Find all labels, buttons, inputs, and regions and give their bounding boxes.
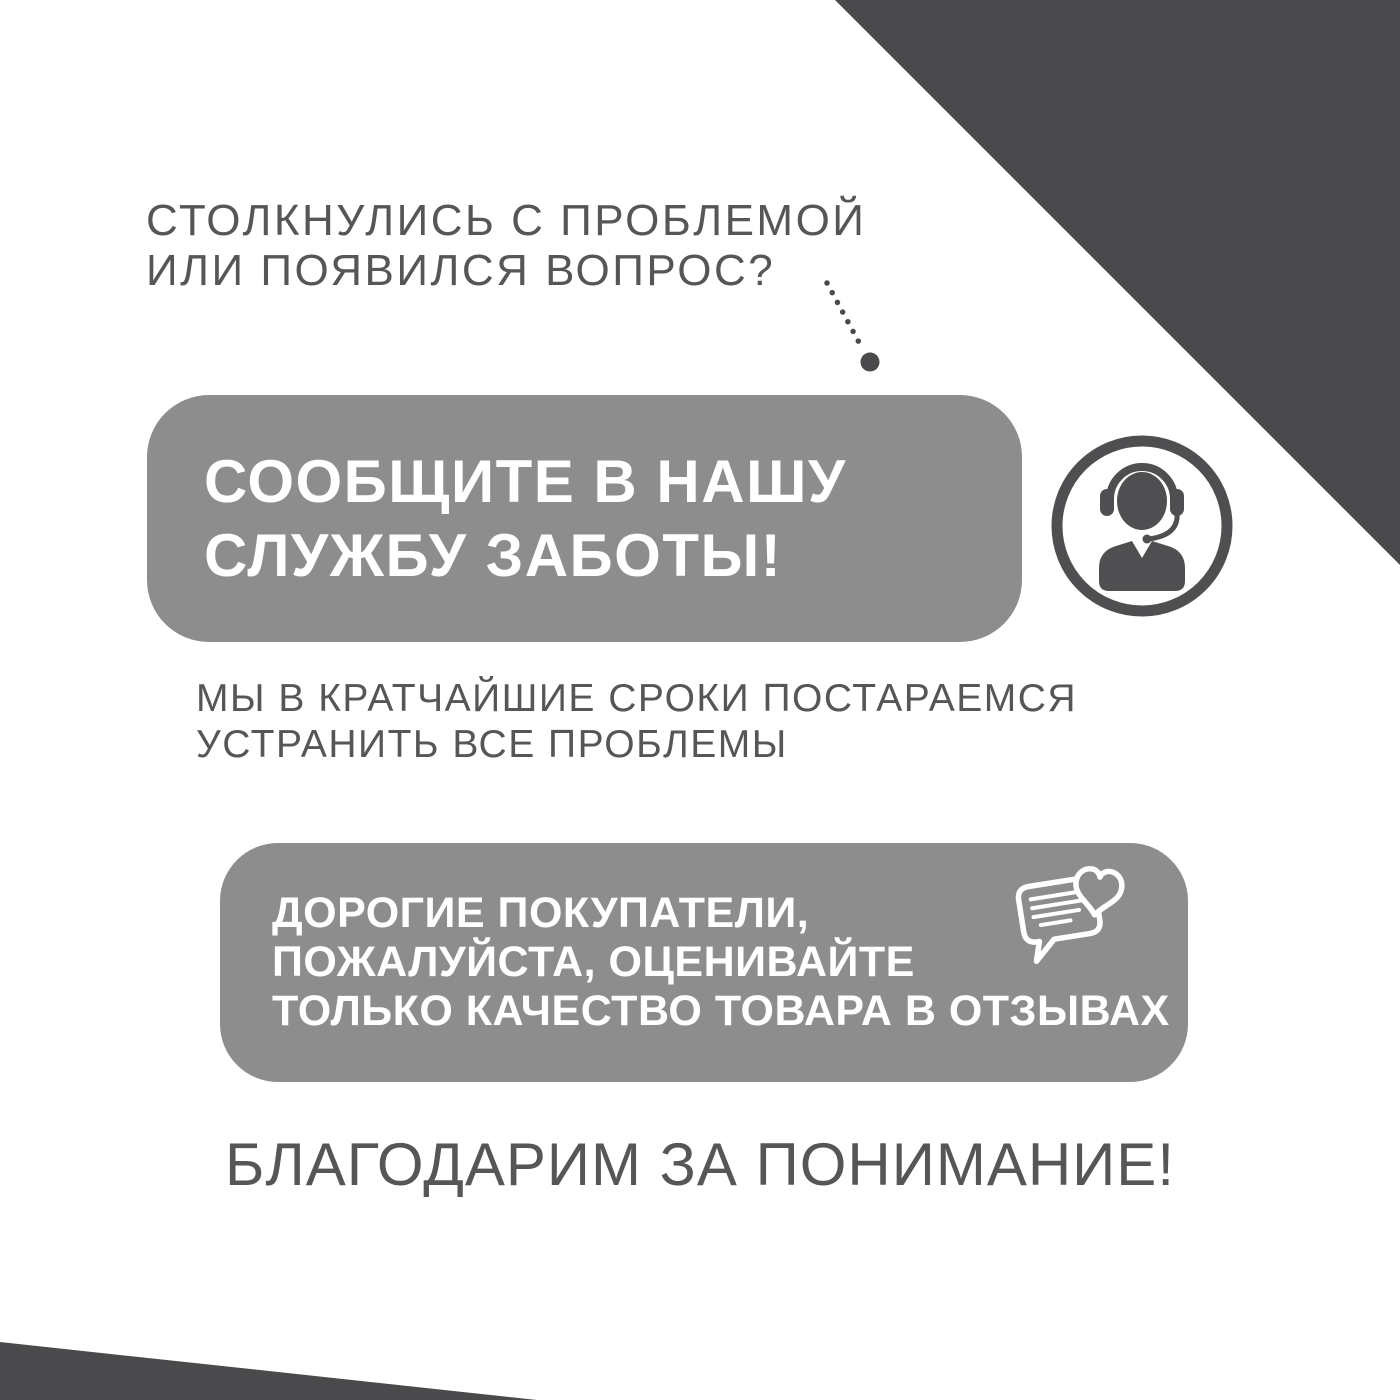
care-bubble-line-1: СООБЩИТЕ В НАШУ (204, 447, 847, 515)
header-question (146, 196, 866, 296)
dotted-arrow-icon (806, 266, 890, 378)
care-note-line-1: МЫ В КРАТЧАЙШИЕ СРОКИ ПОСТАРАЕМСЯ (196, 677, 1078, 720)
care-note-line-2: УСТРАНИТЬ ВСЕ ПРОБЛЕМЫ (196, 723, 788, 766)
review-bubble-line-2: ПОЖАЛУЙСТА, ОЦЕНИВАЙТЕ (272, 938, 915, 986)
review-bubble-line-1: ДОРОГИЕ ПОКУПАТЕЛИ, (272, 889, 810, 937)
review-chat-heart-icon (1003, 858, 1143, 973)
footer-thanks: БЛАГОДАРИМ ЗА ПОНИМАНИЕ! (224, 1131, 1175, 1198)
care-note (196, 676, 1077, 768)
care-bubble (147, 395, 1022, 642)
review-bubble-line-3: ТОЛЬКО КАЧЕСТВО ТОВАРА В ОТЗЫВАХ (272, 987, 1170, 1035)
care-bubble-line-2: СЛУЖБУ ЗАБОТЫ! (204, 521, 783, 589)
header-line-1: СТОЛКНУЛИСЬ С ПРОБЛЕМОЙ (146, 196, 867, 245)
support-agent-icon (1047, 431, 1237, 621)
header-line-2: ИЛИ ПОЯВИЛСЯ ВОПРОС? (146, 246, 776, 295)
